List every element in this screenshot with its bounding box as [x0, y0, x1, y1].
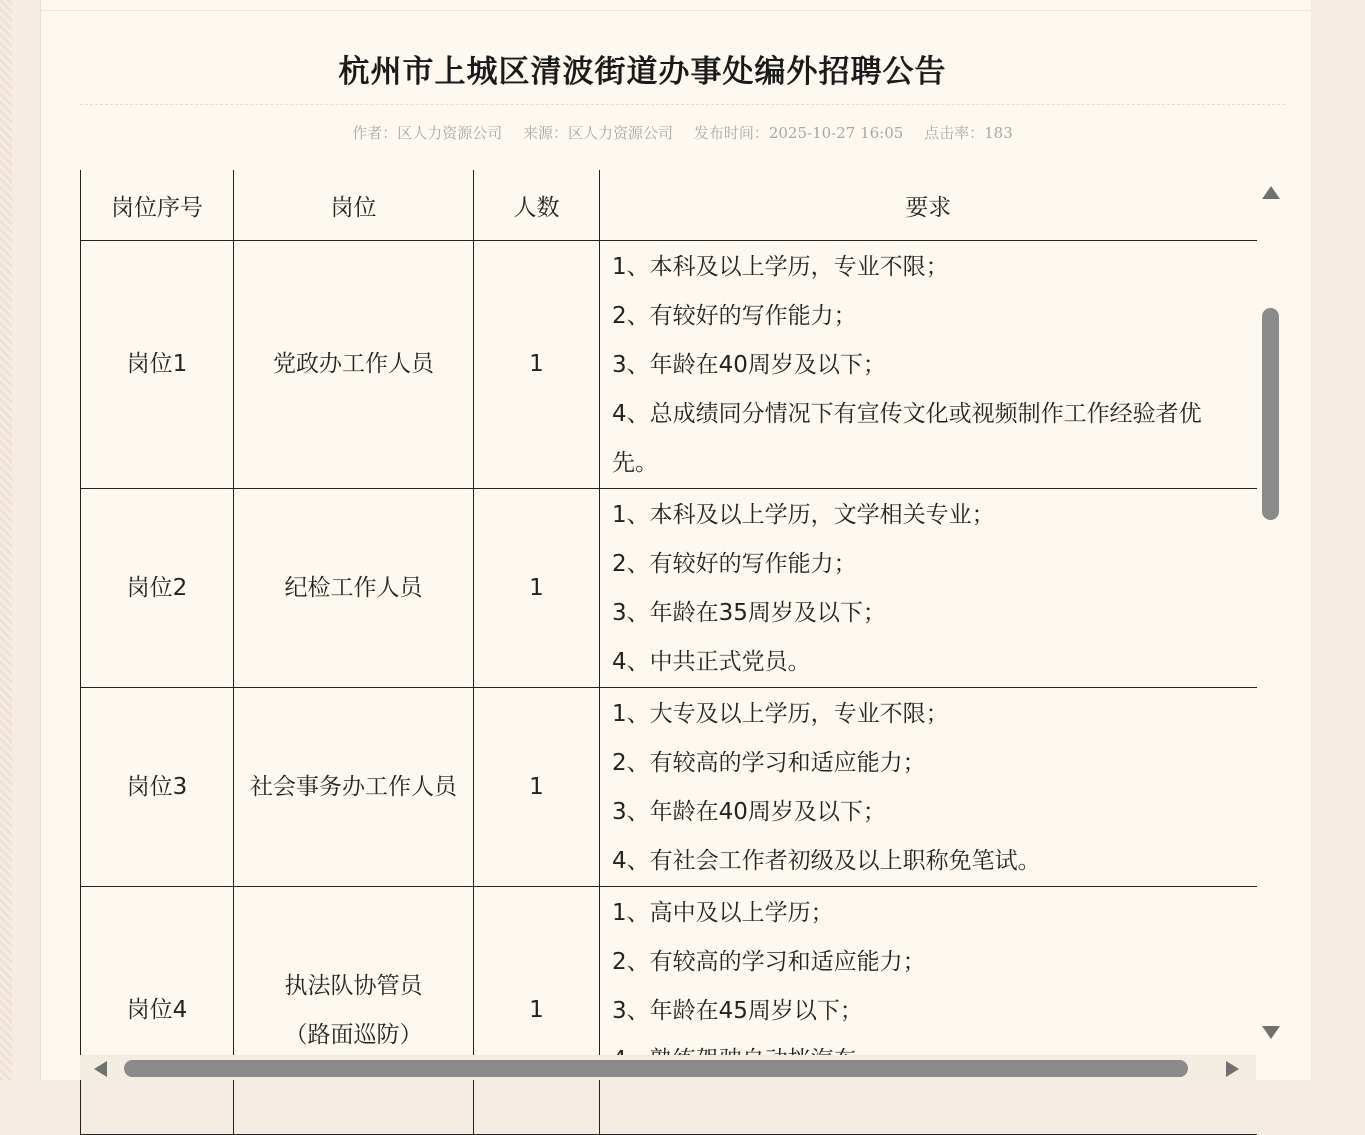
recruitment-table — [80, 170, 1257, 1135]
cell-position-id: 岗位3 — [81, 688, 234, 887]
requirement-line: 2、有较高的学习和适应能力； — [612, 949, 926, 975]
recruitment-table-viewport[interactable] — [80, 170, 1256, 1053]
cell-requirements — [600, 688, 1257, 887]
arrow-left-icon[interactable] — [94, 1061, 107, 1077]
requirement-line: 1、本科及以上学历，专业不限； — [612, 254, 949, 280]
cell-requirements — [600, 887, 1257, 1135]
cell-position: 纪检工作人员 — [234, 489, 474, 688]
requirement-line: 1、高中及以上学历； — [612, 900, 834, 926]
cell-position-id: 岗位2 — [81, 489, 234, 688]
requirement-line: 3、年龄在45周岁以下； — [612, 998, 863, 1024]
requirement-line: 3、年龄在40周岁及以下； — [612, 352, 886, 378]
requirement-line: 2、有较高的学习和适应能力； — [612, 750, 926, 776]
cell-position-id: 岗位4 — [81, 887, 234, 1135]
header-count: 人数 — [474, 170, 600, 241]
arrow-up-icon[interactable] — [1262, 186, 1280, 199]
page-background-pattern — [0, 0, 12, 1080]
table-row — [81, 241, 1257, 489]
requirement-line: 4、总成绩同分情况下有宣传文化或视频制作工作经验者优先。 — [612, 401, 1202, 476]
arrow-down-icon[interactable] — [1262, 1026, 1280, 1039]
requirement-line: 4、有社会工作者初级及以上职称免笔试。 — [612, 848, 1041, 874]
cell-count: 1 — [474, 241, 600, 489]
table-row — [81, 887, 1257, 1135]
requirement-line: 2、有较好的写作能力； — [612, 551, 857, 577]
requirement-line: 4、中共正式党员。 — [612, 649, 811, 675]
cell-requirements — [600, 489, 1257, 688]
cell-position: 党政办工作人员 — [234, 241, 474, 489]
header-position-id: 岗位序号 — [81, 170, 234, 241]
position-line: （路面巡防） — [284, 1021, 423, 1048]
meta-author: 作者：区人力资源公司 — [352, 124, 503, 142]
vertical-scrollbar[interactable] — [1258, 176, 1284, 1046]
cell-position — [234, 887, 474, 1135]
cell-count: 1 — [474, 688, 600, 887]
header-requirements: 要求 — [600, 170, 1257, 241]
requirement-line: 3、年龄在35周岁及以下； — [612, 600, 886, 626]
header-position: 岗位 — [234, 170, 474, 241]
requirement-line: 1、大专及以上学历，专业不限； — [612, 701, 949, 727]
cell-count: 1 — [474, 887, 600, 1135]
title-divider — [80, 104, 1285, 105]
horizontal-scrollbar[interactable] — [80, 1055, 1256, 1080]
cell-count: 1 — [474, 489, 600, 688]
article-title: 杭州市上城区清波街道办事处编外招聘公告 — [338, 54, 947, 90]
cell-position: 社会事务办工作人员 — [234, 688, 474, 887]
cell-position-id: 岗位1 — [81, 241, 234, 489]
meta-source: 来源：区人力资源公司 — [523, 124, 674, 142]
meta-published: 发布时间：2025-10-27 16:05 — [693, 124, 904, 142]
arrow-right-icon[interactable] — [1226, 1061, 1239, 1077]
meta-clicks: 点击率：183 — [924, 124, 1013, 142]
position-line: 执法队协管员 — [284, 972, 423, 999]
requirement-line: 1、本科及以上学历，文学相关专业； — [612, 502, 995, 528]
table-row — [81, 688, 1257, 887]
horizontal-scroll-thumb[interactable] — [124, 1060, 1188, 1077]
table-row — [81, 489, 1257, 688]
requirement-line: 3、年龄在40周岁及以下； — [612, 799, 886, 825]
article-meta — [0, 122, 1365, 143]
panel-top-divider — [41, 10, 1311, 11]
table-header-row — [81, 170, 1257, 241]
requirement-line: 2、有较好的写作能力； — [612, 303, 857, 329]
vertical-scroll-thumb[interactable] — [1262, 308, 1279, 520]
cell-requirements — [600, 241, 1257, 489]
